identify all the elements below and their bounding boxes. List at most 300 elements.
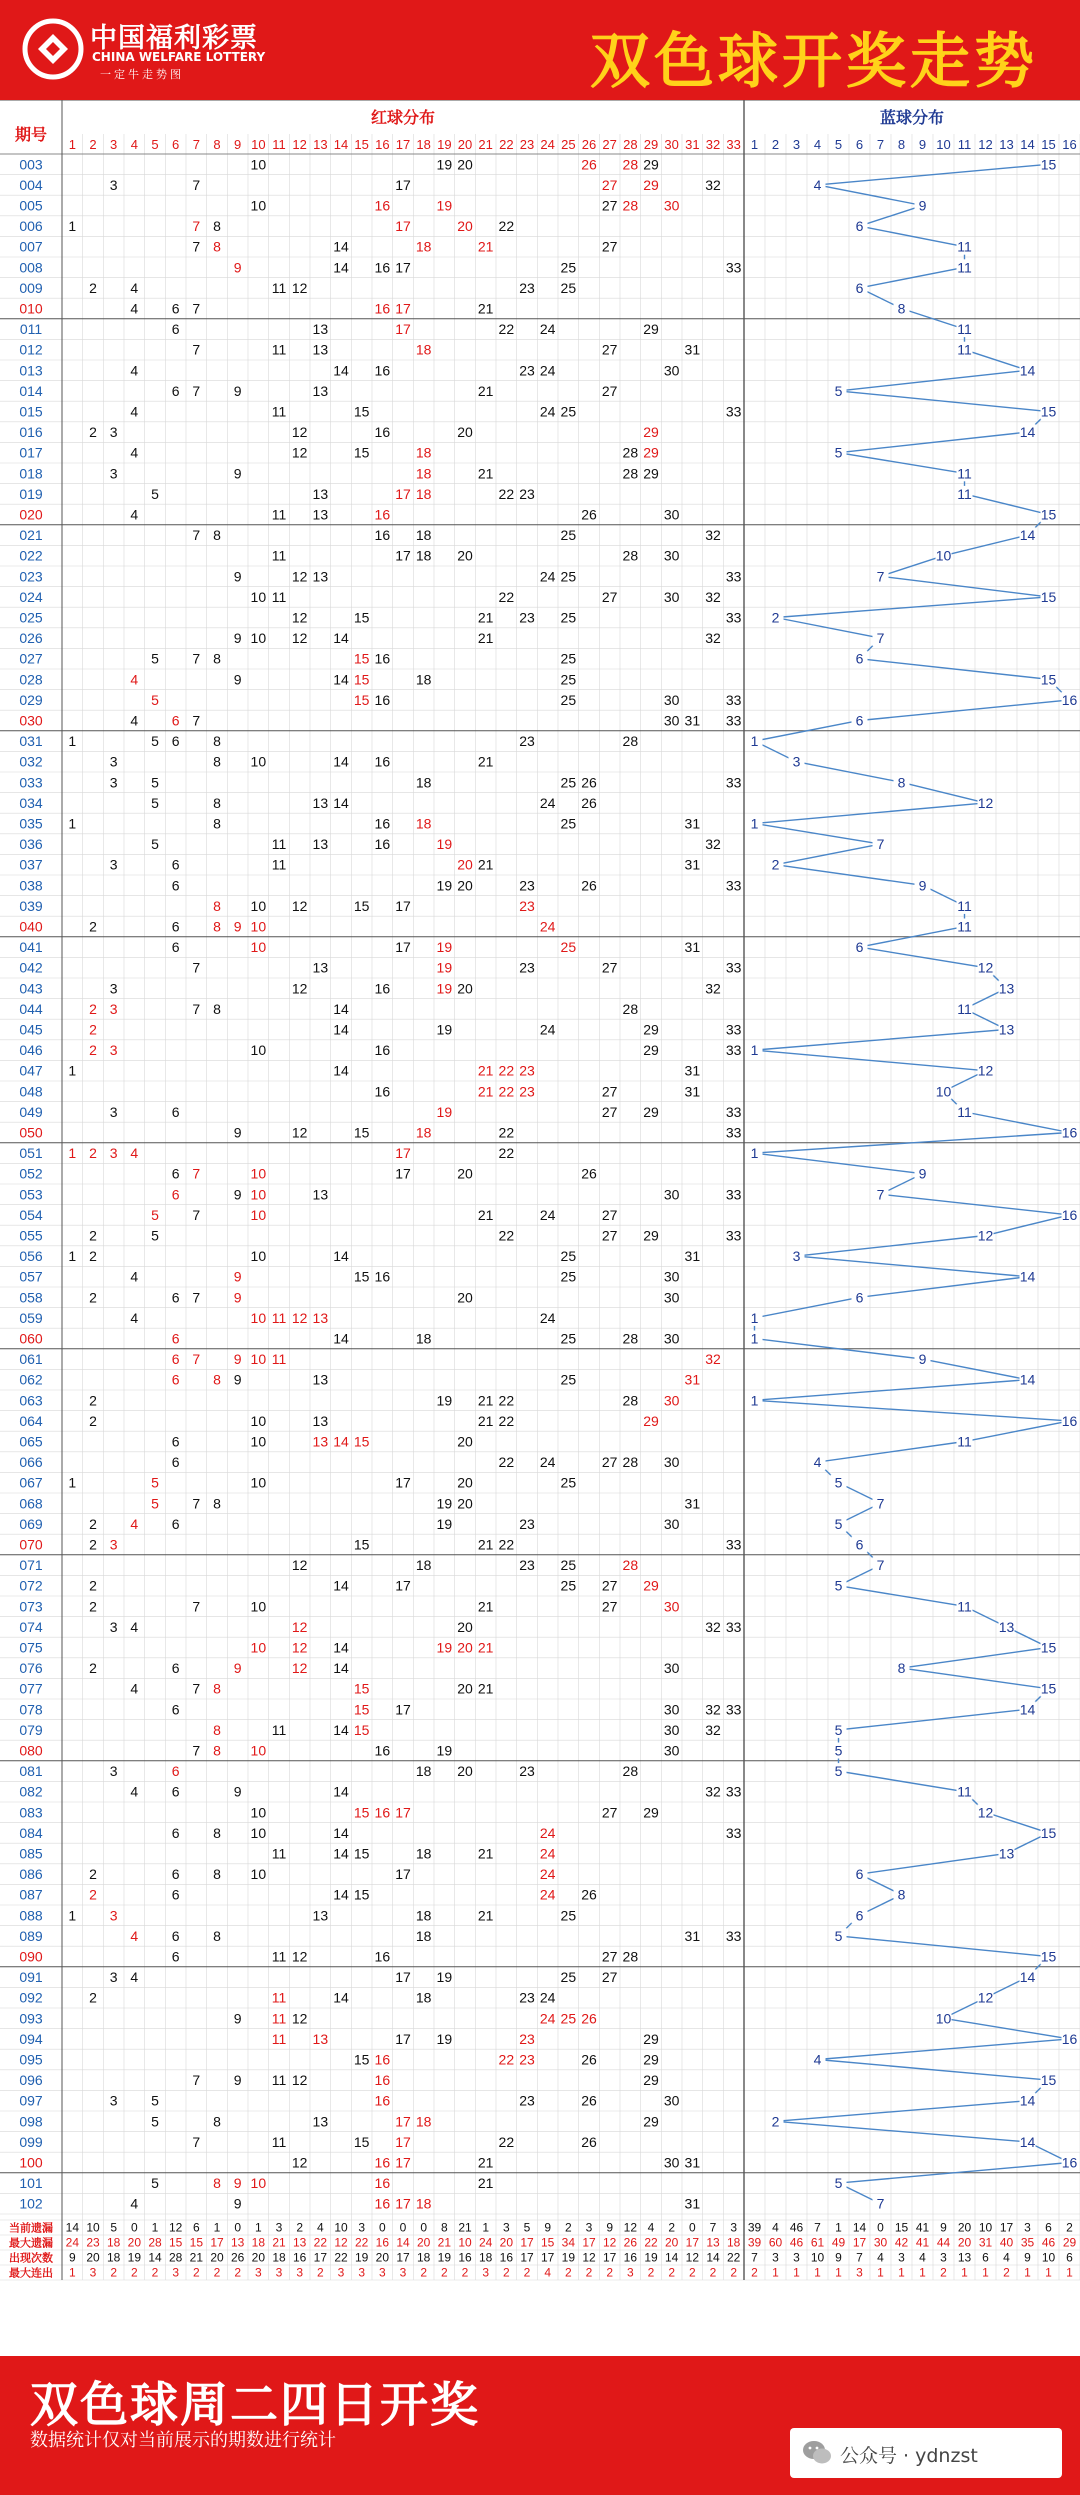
red-ball-number: 32 [705, 980, 721, 997]
red-ball-number: 23 [519, 959, 535, 976]
period-label: 083 [19, 1804, 43, 1821]
red-ball-number: 26 [581, 2133, 597, 2150]
red-ball-number: 25 [560, 1474, 577, 1491]
red-ball-number: 25 [560, 279, 577, 296]
stat-red-value: 0 [130, 2220, 138, 2235]
red-ball-number: 17 [395, 259, 411, 276]
red-ball-number: 26 [581, 156, 597, 173]
red-ball-number: 17 [395, 1145, 411, 1162]
red-ball-number: 9 [233, 1371, 242, 1388]
red-ball-number: 9 [233, 918, 242, 935]
red-ball-number: 29 [643, 2072, 659, 2089]
red-ball-number: 7 [192, 1351, 201, 1368]
blue-ball-number: 8 [897, 774, 906, 791]
stat-red-value: 14 [664, 2250, 679, 2265]
blue-column-label: 15 [1041, 137, 1056, 152]
stat-red-value: 2 [709, 2265, 717, 2280]
blue-ball-number: 5 [834, 1721, 843, 1738]
stat-blue-value: 10 [978, 2220, 993, 2235]
red-ball-number: 10 [250, 1351, 267, 1368]
blue-ball-number: 14 [1019, 424, 1036, 441]
blue-column-label: 1 [750, 137, 759, 152]
red-ball-number: 8 [213, 527, 221, 544]
red-ball-number: 17 [395, 1165, 411, 1182]
red-ball-number: 5 [151, 1495, 159, 1512]
red-ball-number: 13 [312, 1412, 329, 1429]
red-ball-number: 27 [601, 588, 618, 605]
blue-ball-number: 13 [998, 1845, 1015, 1862]
period-label: 017 [19, 444, 43, 461]
red-ball-number: 11 [271, 341, 287, 358]
period-label: 008 [19, 259, 43, 276]
blue-ball-number: 11 [957, 465, 972, 482]
red-ball-number: 21 [477, 1206, 494, 1223]
blue-ball-number: 5 [834, 444, 843, 461]
red-ball-number: 18 [415, 1845, 432, 1862]
red-ball-number: 5 [151, 2113, 159, 2130]
red-ball-number: 33 [725, 1618, 742, 1635]
red-ball-number: 2 [89, 1598, 97, 1615]
red-ball-number: 7 [192, 650, 201, 667]
period-label: 098 [19, 2113, 43, 2130]
period-label: 042 [19, 959, 43, 976]
red-ball-number: 4 [130, 1969, 139, 1986]
blue-ball-number: 6 [855, 650, 864, 667]
blue-column-label: 10 [936, 137, 951, 152]
red-ball-number: 19 [436, 1742, 453, 1759]
red-ball-number: 17 [395, 300, 411, 317]
red-column-label: 25 [561, 137, 576, 152]
red-ball-number: 23 [519, 279, 535, 296]
blue-ball-number: 5 [834, 1742, 843, 1759]
stat-blue-value: 4 [1003, 2250, 1010, 2265]
red-ball-number: 17 [395, 1969, 411, 1986]
red-ball-number: 27 [601, 1083, 618, 1100]
stat-red-value: 16 [623, 2250, 638, 2265]
red-ball-number: 15 [353, 2051, 370, 2068]
blue-ball-number: 15 [1040, 1680, 1057, 1697]
red-column-label: 22 [499, 137, 514, 152]
blue-ball-number: 14 [1019, 1371, 1036, 1388]
red-ball-number: 18 [415, 238, 432, 255]
stat-red-value: 8 [440, 2220, 448, 2235]
period-label: 032 [19, 753, 43, 770]
red-ball-number: 12 [291, 1309, 308, 1326]
stat-red-value: 3 [358, 2220, 366, 2235]
red-ball-number: 22 [498, 218, 515, 235]
red-ball-number: 7 [192, 341, 201, 358]
red-ball-number: 12 [291, 1557, 308, 1574]
blue-column-label: 3 [792, 137, 801, 152]
red-ball-number: 13 [312, 485, 329, 502]
red-ball-number: 9 [233, 2010, 242, 2027]
red-ball-number: 17 [395, 1804, 411, 1821]
red-ball-number: 9 [233, 1186, 242, 1203]
red-ball-number: 12 [291, 897, 308, 914]
stat-red-value: 2 [668, 2220, 676, 2235]
red-ball-number: 17 [395, 2133, 411, 2150]
red-ball-number: 22 [498, 1536, 515, 1553]
red-ball-number: 9 [233, 671, 242, 688]
red-ball-number: 13 [312, 1309, 329, 1326]
red-ball-number: 16 [374, 691, 391, 708]
red-ball-number: 7 [192, 218, 201, 235]
red-ball-number: 12 [291, 980, 308, 997]
blue-ball-number: 2 [771, 2113, 780, 2130]
red-ball-number: 6 [171, 712, 180, 729]
blue-ball-number: 8 [897, 1660, 906, 1677]
period-label: 067 [19, 1474, 43, 1491]
stat-red-value: 18 [272, 2250, 286, 2265]
stat-red-value: 10 [334, 2220, 348, 2235]
red-ball-number: 29 [643, 2113, 659, 2130]
stat-blue-value: 13 [957, 2250, 972, 2265]
period-label: 069 [19, 1515, 43, 1532]
blue-column-label: 14 [1020, 137, 1035, 152]
stat-blue-value: 14 [852, 2220, 867, 2235]
stat-red-value: 9 [544, 2220, 552, 2235]
red-ball-number: 8 [213, 753, 221, 770]
red-ball-number: 20 [457, 1639, 473, 1656]
red-ball-number: 17 [395, 547, 411, 564]
red-ball-number: 14 [333, 753, 349, 770]
red-ball-number: 25 [560, 1371, 577, 1388]
stat-blue-value: 20 [957, 2220, 972, 2235]
red-ball-number: 17 [395, 1701, 411, 1718]
stat-blue-value: 9 [1024, 2250, 1031, 2265]
red-ball-number: 33 [725, 1042, 742, 1059]
red-ball-number: 7 [192, 1495, 201, 1512]
stat-blue-value: 42 [894, 2235, 909, 2250]
red-ball-number: 12 [291, 444, 308, 461]
red-ball-number: 18 [415, 1557, 432, 1574]
red-ball-number: 21 [477, 1062, 494, 1079]
stat-blue-value: 3 [1024, 2220, 1031, 2235]
red-ball-number: 15 [353, 1268, 370, 1285]
stat-red-value: 3 [254, 2265, 262, 2280]
red-ball-number: 23 [519, 1083, 535, 1100]
red-ball-number: 14 [333, 1824, 349, 1841]
stat-red-value: 12 [623, 2220, 638, 2235]
stat-blue-value: 39 [747, 2235, 762, 2250]
red-ball-number: 10 [250, 1206, 267, 1223]
red-ball-number: 18 [415, 547, 432, 564]
red-ball-number: 5 [151, 1206, 159, 1223]
blue-ball-number: 11 [957, 321, 972, 338]
period-label: 080 [19, 1742, 43, 1759]
red-ball-number: 31 [684, 2154, 701, 2171]
red-column-label: 2 [89, 137, 97, 152]
red-ball-number: 7 [192, 1206, 201, 1223]
stat-red-value: 3 [502, 2220, 510, 2235]
red-ball-number: 10 [250, 1165, 267, 1182]
red-ball-number: 6 [171, 1433, 180, 1450]
red-ball-number: 9 [233, 2175, 242, 2192]
red-ball-number: 15 [353, 1124, 370, 1141]
red-ball-number: 33 [725, 1186, 742, 1203]
blue-ball-number: 11 [957, 1433, 972, 1450]
blue-ball-number: 4 [813, 1454, 822, 1471]
red-ball-number: 16 [374, 259, 391, 276]
blue-ball-number: 16 [1061, 2154, 1078, 2171]
period-label: 027 [19, 650, 43, 667]
stat-red-value: 3 [378, 2265, 386, 2280]
period-label: 041 [19, 939, 43, 956]
period-label: 060 [19, 1330, 43, 1347]
red-ball-number: 1 [68, 1248, 77, 1265]
red-ball-number: 16 [374, 527, 391, 544]
blue-ball-number: 7 [876, 1495, 885, 1512]
red-ball-number: 27 [601, 1598, 618, 1615]
red-ball-number: 8 [213, 1680, 221, 1697]
period-label: 087 [19, 1886, 43, 1903]
stat-red-value: 2 [606, 2265, 614, 2280]
page-title: 双色球开奖走势 [590, 27, 1038, 97]
blue-ball-number: 1 [750, 1309, 759, 1326]
red-ball-number: 28 [622, 156, 639, 173]
red-ball-number: 17 [395, 218, 411, 235]
period-label: 059 [19, 1309, 43, 1326]
stat-blue-value: 1 [793, 2265, 800, 2280]
red-ball-number: 32 [705, 527, 721, 544]
red-ball-number: 15 [353, 1886, 370, 1903]
stat-red-value: 4 [544, 2265, 552, 2280]
red-ball-number: 6 [171, 1289, 180, 1306]
blue-ball-number: 1 [750, 1042, 759, 1059]
red-ball-number: 3 [109, 980, 118, 997]
period-label: 005 [19, 197, 43, 214]
red-ball-number: 26 [581, 506, 597, 523]
red-ball-number: 16 [374, 2051, 391, 2068]
period-label: 023 [19, 568, 43, 585]
stat-red-value: 1 [482, 2220, 490, 2235]
stat-red-value: 3 [337, 2265, 345, 2280]
red-ball-number: 22 [498, 588, 515, 605]
blue-column-label: 6 [855, 137, 864, 152]
red-ball-number: 16 [374, 980, 391, 997]
period-label: 020 [19, 506, 43, 523]
red-ball-number: 9 [233, 1660, 242, 1677]
stat-red-value: 2 [130, 2265, 138, 2280]
period-label: 074 [19, 1618, 43, 1635]
period-label: 028 [19, 671, 43, 688]
red-ball-number: 17 [395, 2113, 411, 2130]
red-ball-number: 32 [705, 588, 721, 605]
red-ball-number: 15 [353, 1804, 370, 1821]
stat-blue-value: 1 [982, 2265, 989, 2280]
period-label: 086 [19, 1866, 43, 1883]
blue-ball-number: 16 [1061, 1124, 1078, 1141]
red-column-label: 19 [437, 137, 452, 152]
red-ball-number: 19 [436, 939, 453, 956]
blue-column-label: 8 [897, 137, 906, 152]
red-ball-number: 8 [213, 1866, 221, 1883]
trend-chart [0, 100, 1080, 2356]
stat-blue-value: 31 [978, 2235, 993, 2250]
red-ball-number: 3 [109, 1907, 118, 1924]
red-ball-number: 2 [89, 1248, 97, 1265]
red-ball-number: 9 [233, 465, 242, 482]
period-label: 033 [19, 774, 43, 791]
stat-blue-value: 3 [856, 2265, 863, 2280]
red-ball-number: 6 [171, 1186, 180, 1203]
red-ball-number: 5 [151, 1474, 159, 1491]
red-ball-number: 8 [213, 815, 221, 832]
stat-red-value: 3 [172, 2265, 180, 2280]
red-ball-number: 30 [663, 691, 680, 708]
red-ball-number: 8 [213, 1824, 221, 1841]
red-ball-number: 15 [353, 1680, 370, 1697]
period-label: 065 [19, 1433, 43, 1450]
stat-blue-value: 49 [831, 2235, 846, 2250]
period-label: 053 [19, 1186, 43, 1203]
red-ball-number: 8 [213, 794, 221, 811]
red-ball-number: 30 [663, 1598, 680, 1615]
red-ball-number: 3 [109, 1042, 118, 1059]
red-ball-number: 3 [109, 1763, 118, 1780]
red-ball-number: 25 [560, 1969, 577, 1986]
red-ball-number: 10 [250, 1598, 267, 1615]
blue-ball-number: 6 [855, 1907, 864, 1924]
red-ball-number: 33 [725, 609, 742, 626]
period-label: 101 [19, 2175, 43, 2192]
red-ball-number: 21 [477, 465, 494, 482]
red-ball-number: 28 [622, 444, 639, 461]
red-ball-number: 7 [192, 712, 201, 729]
red-ball-number: 14 [333, 1721, 349, 1738]
stat-red-value: 34 [561, 2235, 576, 2250]
red-ball-number: 22 [498, 2051, 515, 2068]
red-column-label: 11 [272, 137, 286, 152]
stat-blue-value: 4 [919, 2250, 926, 2265]
red-ball-number: 29 [643, 465, 659, 482]
stat-red-value: 0 [688, 2220, 696, 2235]
stat-red-value: 20 [375, 2250, 390, 2265]
red-ball-number: 18 [415, 2195, 432, 2212]
red-ball-number: 16 [374, 362, 391, 379]
red-ball-number: 31 [684, 341, 701, 358]
red-ball-number: 25 [560, 691, 577, 708]
blue-ball-number: 5 [834, 1474, 843, 1491]
stat-blue-value: 6 [1066, 2250, 1073, 2265]
red-column-label: 8 [213, 137, 221, 152]
red-ball-number: 27 [601, 1103, 618, 1120]
red-ball-number: 6 [171, 321, 180, 338]
red-ball-number: 17 [395, 2030, 411, 2047]
red-ball-number: 9 [233, 1289, 242, 1306]
red-ball-number: 29 [643, 424, 659, 441]
logo-chinese-text: 中国福利彩票 [90, 23, 258, 54]
red-ball-number: 26 [581, 794, 597, 811]
red-ball-number: 7 [192, 176, 201, 193]
stat-blue-value: 2 [940, 2265, 947, 2280]
stat-red-value: 16 [499, 2250, 514, 2265]
red-ball-number: 8 [213, 650, 221, 667]
blue-ball-number: 15 [1040, 156, 1057, 173]
red-ball-number: 27 [601, 1454, 618, 1471]
red-ball-number: 5 [151, 733, 159, 750]
red-ball-number: 20 [457, 877, 473, 894]
stat-red-value: 9 [68, 2250, 76, 2265]
stat-blue-value: 6 [1045, 2220, 1052, 2235]
red-ball-number: 6 [171, 733, 180, 750]
stat-red-value: 6 [192, 2220, 200, 2235]
stat-blue-value: 17 [852, 2235, 867, 2250]
blue-ball-number: 12 [977, 794, 994, 811]
blue-ball-number: 11 [957, 1000, 972, 1017]
red-ball-number: 6 [171, 1371, 180, 1388]
red-ball-number: 5 [151, 1227, 159, 1244]
red-ball-number: 29 [643, 321, 659, 338]
red-ball-number: 25 [560, 568, 577, 585]
red-ball-number: 33 [725, 1536, 742, 1553]
wechat-badge[interactable] [790, 2428, 1062, 2478]
stat-red-value: 12 [582, 2250, 596, 2265]
red-ball-number: 33 [725, 1124, 742, 1141]
period-label: 052 [19, 1165, 43, 1182]
red-ball-number: 31 [684, 1248, 701, 1265]
red-ball-number: 18 [415, 341, 432, 358]
period-label: 102 [19, 2195, 43, 2212]
blue-column-label: 4 [813, 137, 822, 152]
stat-blue-value: 3 [793, 2250, 800, 2265]
red-ball-number: 3 [109, 856, 118, 873]
stat-label: 当前遗漏 [9, 2222, 53, 2235]
red-ball-number: 10 [250, 1639, 267, 1656]
stat-red-value: 20 [86, 2250, 100, 2265]
wechat-account: 公众号 · ydnzst [840, 2445, 978, 2467]
red-ball-number: 1 [68, 1907, 77, 1924]
red-ball-number: 11 [271, 2030, 287, 2047]
stat-red-value: 2 [564, 2265, 572, 2280]
red-ball-number: 6 [171, 1454, 180, 1471]
red-ball-number: 18 [415, 1763, 432, 1780]
stat-blue-value: 3 [898, 2250, 905, 2265]
blue-ball-number: 15 [1040, 2072, 1057, 2089]
period-label: 050 [19, 1124, 43, 1141]
stat-blue-value: 1 [814, 2265, 821, 2280]
stat-red-value: 18 [416, 2250, 431, 2265]
red-ball-number: 5 [151, 794, 159, 811]
blue-ball-number: 15 [1040, 403, 1057, 420]
red-ball-number: 25 [560, 1248, 577, 1265]
blue-ball-number: 5 [834, 1515, 843, 1532]
period-label: 058 [19, 1289, 43, 1306]
red-ball-number: 24 [539, 1886, 556, 1903]
red-ball-number: 21 [477, 630, 494, 647]
red-ball-number: 1 [68, 1145, 77, 1162]
red-ball-number: 18 [415, 1124, 432, 1141]
red-ball-number: 8 [213, 1927, 221, 1944]
stat-red-value: 3 [626, 2265, 634, 2280]
red-ball-number: 16 [374, 1742, 391, 1759]
red-ball-number: 4 [130, 1927, 139, 1944]
stat-red-value: 3 [89, 2265, 97, 2280]
red-ball-number: 33 [725, 1783, 742, 1800]
stat-red-value: 17 [540, 2250, 555, 2265]
period-label: 034 [19, 794, 43, 811]
period-label: 071 [19, 1557, 43, 1574]
blue-ball-number: 7 [876, 1186, 885, 1203]
red-ball-number: 4 [130, 712, 139, 729]
blue-ball-number: 16 [1061, 2030, 1078, 2047]
red-ball-number: 10 [250, 1412, 267, 1429]
red-column-label: 26 [581, 137, 597, 152]
red-ball-number: 22 [498, 2133, 515, 2150]
red-ball-number: 16 [374, 2195, 391, 2212]
period-label: 029 [19, 691, 43, 708]
red-ball-number: 23 [519, 1557, 535, 1574]
